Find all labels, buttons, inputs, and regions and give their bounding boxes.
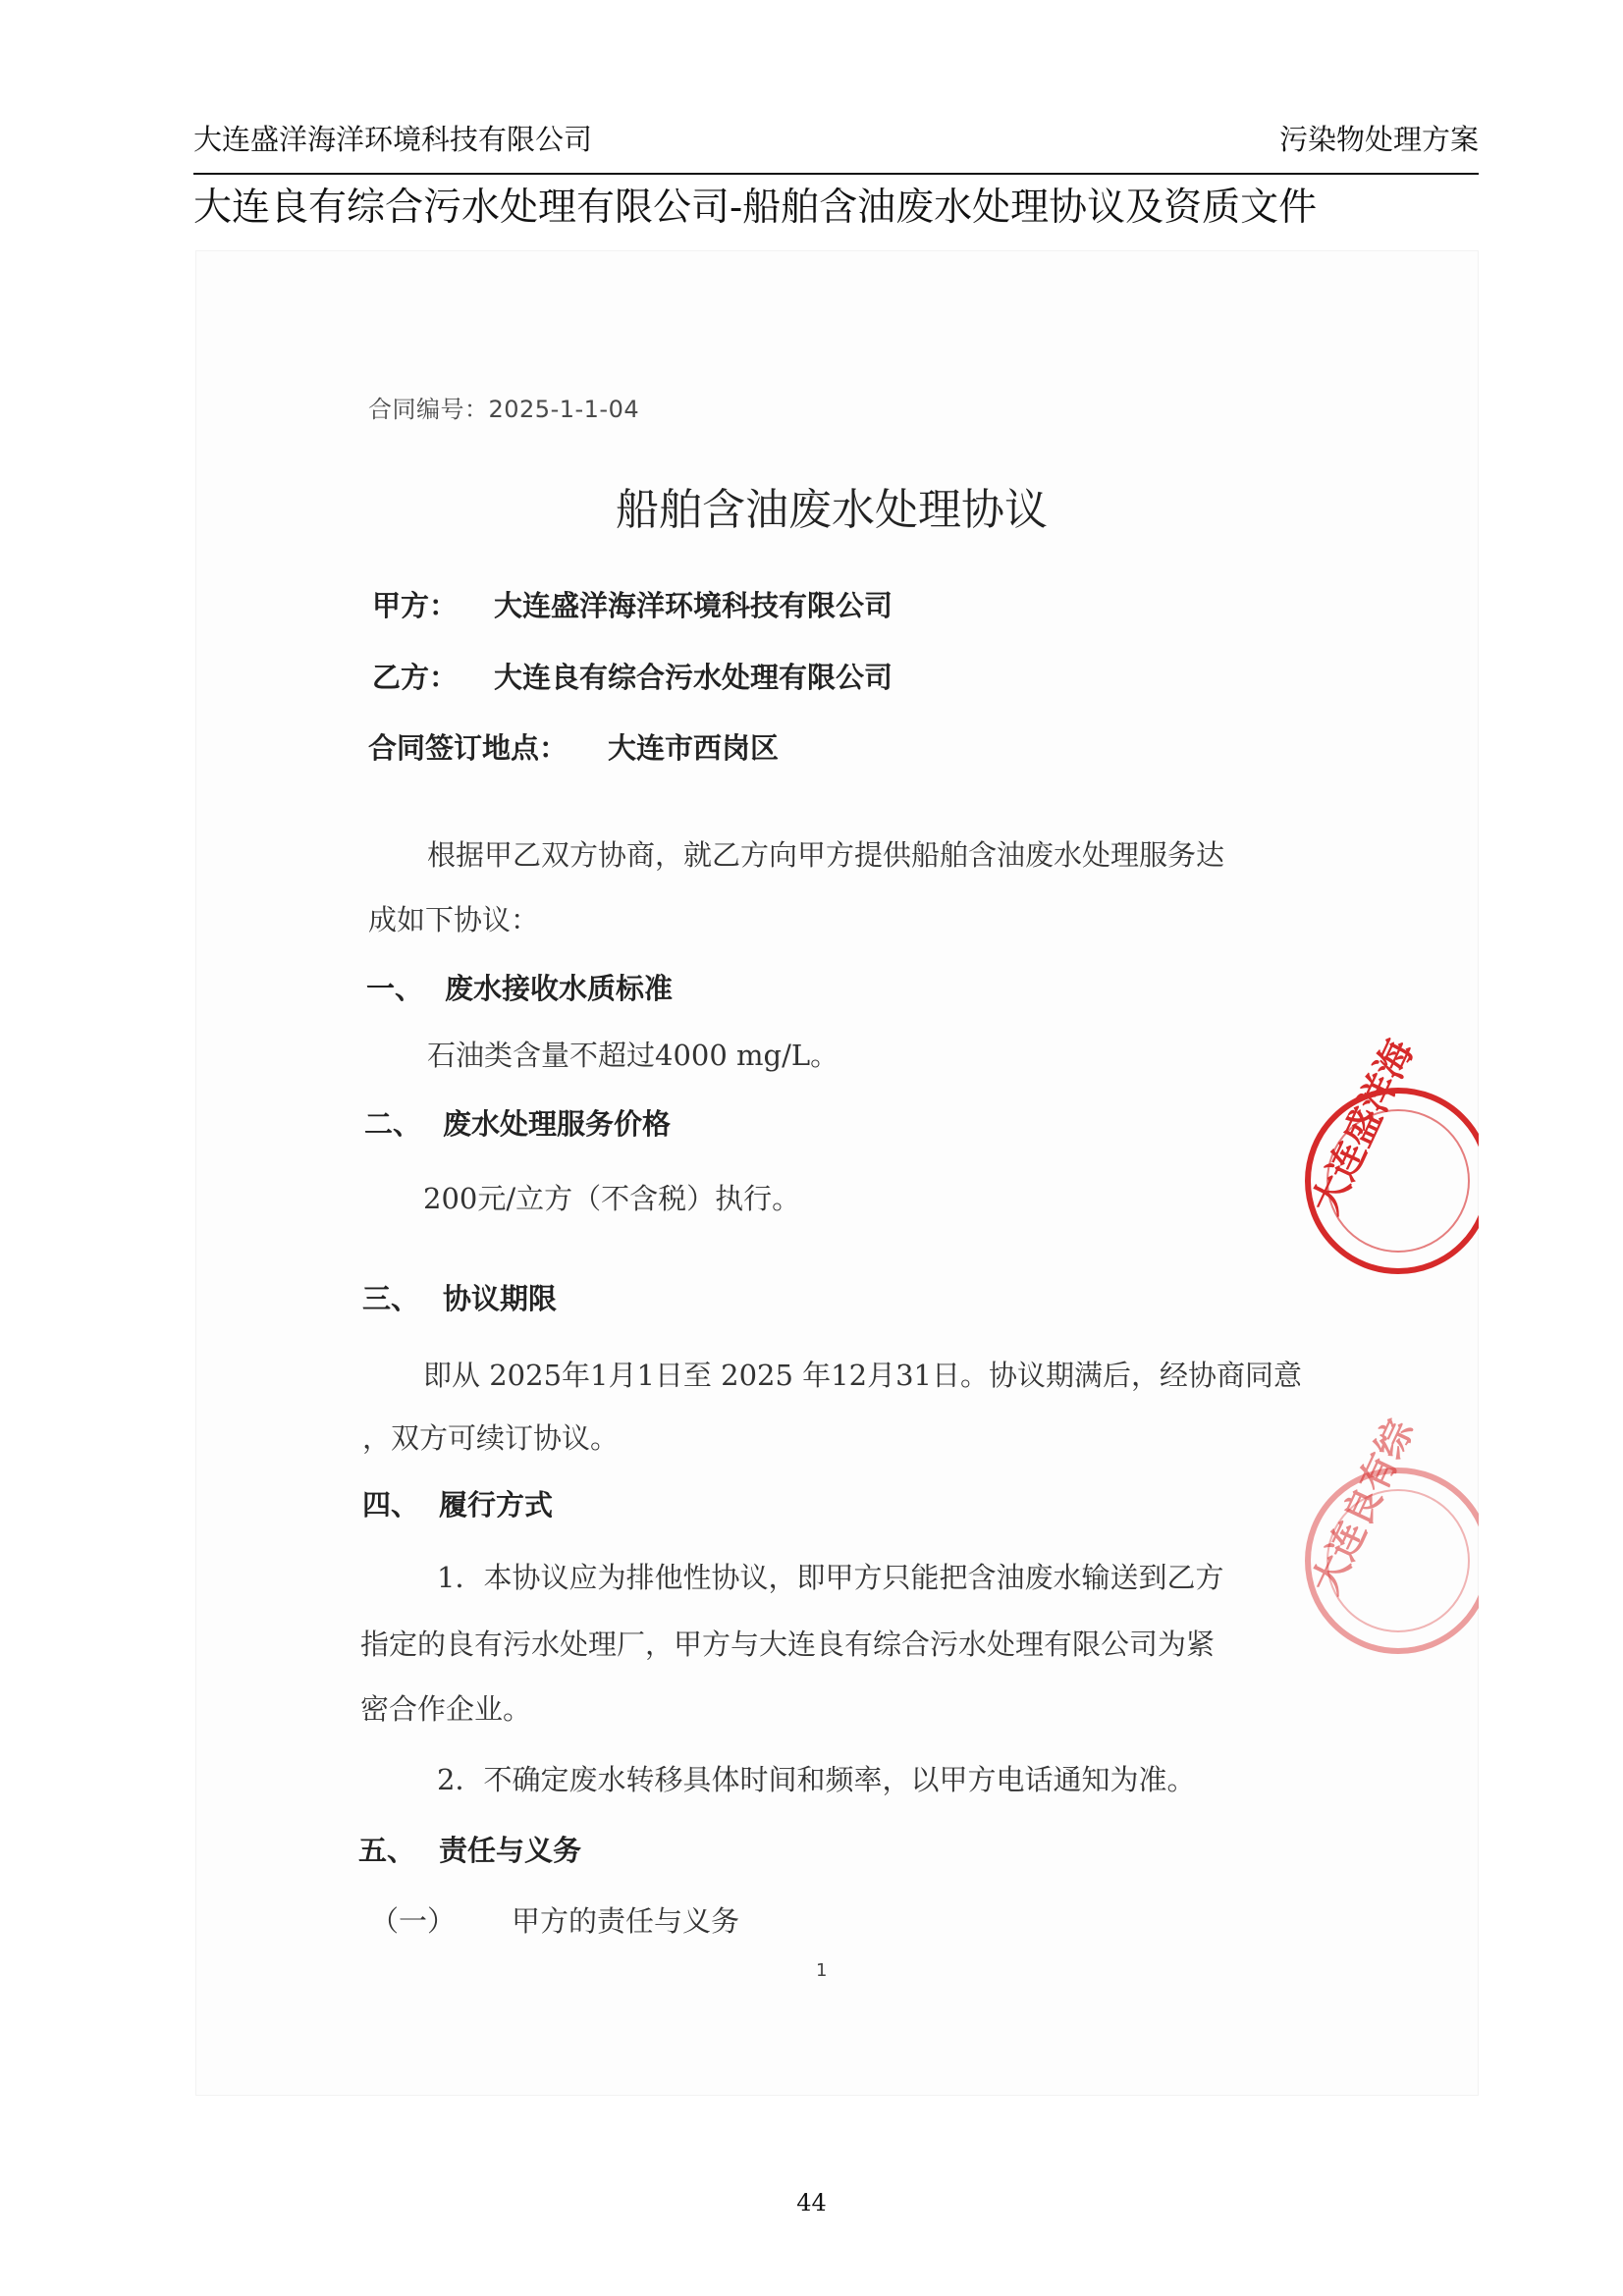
signing-place-label: 合同签订地点： — [368, 731, 568, 765]
section-3-title: 协议期限 — [443, 1282, 558, 1315]
section-2-title: 废水处理服务价格 — [443, 1107, 672, 1141]
page-number: 44 — [796, 2189, 827, 2216]
section-2-body: 200元/立方（不含税）执行。 — [423, 1182, 801, 1215]
party-a-label: 甲方： — [372, 589, 459, 622]
section-4-item-1-line-2: 指定的良有污水处理厂，甲方与大连良有综合污水处理有限公司为紧 — [360, 1628, 1216, 1661]
intro-line-1: 根据甲乙双方协商，就乙方向甲方提供船舶含油废水处理服务达 — [427, 838, 1225, 872]
party-b-name: 大连良有综合污水处理有限公司 — [494, 661, 893, 694]
section-4-item-2: 2．不确定废水转移具体时间和频率，以甲方电话通知为准。 — [437, 1763, 1196, 1796]
scan-page-number: 1 — [816, 1960, 828, 1981]
header-company: 大连盛洋海洋环境科技有限公司 — [193, 123, 593, 156]
section-4-item-1-line-3: 密合作企业。 — [360, 1692, 532, 1726]
section-3-number: 三、 — [362, 1282, 420, 1315]
seal-layer — [195, 250, 1479, 2096]
section-4-number: 四、 — [362, 1488, 420, 1522]
section-title: 大连良有综合污水处理有限公司-船舶含油废水处理协议及资质文件 — [193, 186, 1318, 230]
seal-text: 大连良有综 — [1303, 1413, 1423, 1601]
section-1-title: 废水接收水质标准 — [445, 972, 674, 1005]
section-4-title: 履行方式 — [439, 1488, 554, 1522]
party-b-label: 乙方： — [372, 661, 459, 694]
section-2-number: 二、 — [364, 1107, 422, 1141]
agreement-title: 船舶含油废水处理协议 — [616, 485, 1048, 535]
section-3-line-2: ，双方可续订协议。 — [362, 1421, 620, 1455]
header-doc-type: 污染物处理方案 — [1278, 123, 1479, 156]
section-5-sub-number: （一） — [370, 1904, 457, 1938]
page-header — [193, 110, 1479, 175]
section-5-title: 责任与义务 — [439, 1834, 582, 1867]
section-5-sub-title: 甲方的责任与义务 — [512, 1904, 740, 1938]
party-a-name: 大连盛洋海洋环境科技有限公司 — [494, 589, 893, 622]
section-4-item-1-line-1: 1．本协议应为排他性协议，即甲方只能把含油废水输送到乙方 — [437, 1561, 1224, 1594]
scanned-agreement-page — [195, 250, 1479, 2096]
section-3-line-1: 即从 2025年1月1日至 2025 年12月31日。协议期满后，经协商同意 — [423, 1359, 1302, 1392]
seal-text: 大连盛洋海 — [1303, 1033, 1423, 1221]
section-1-body: 石油类含量不超过4000 mg/L。 — [427, 1039, 839, 1072]
section-1-number: 一、 — [366, 972, 424, 1005]
red-company-seal — [1303, 1033, 1479, 1274]
intro-line-2: 成如下协议： — [368, 903, 540, 936]
faded-company-seal — [1303, 1413, 1479, 1654]
contract-number: 合同编号：2025-1-1-04 — [368, 396, 640, 423]
signing-place: 大连市西岗区 — [608, 731, 780, 765]
section-5-number: 五、 — [358, 1834, 416, 1867]
